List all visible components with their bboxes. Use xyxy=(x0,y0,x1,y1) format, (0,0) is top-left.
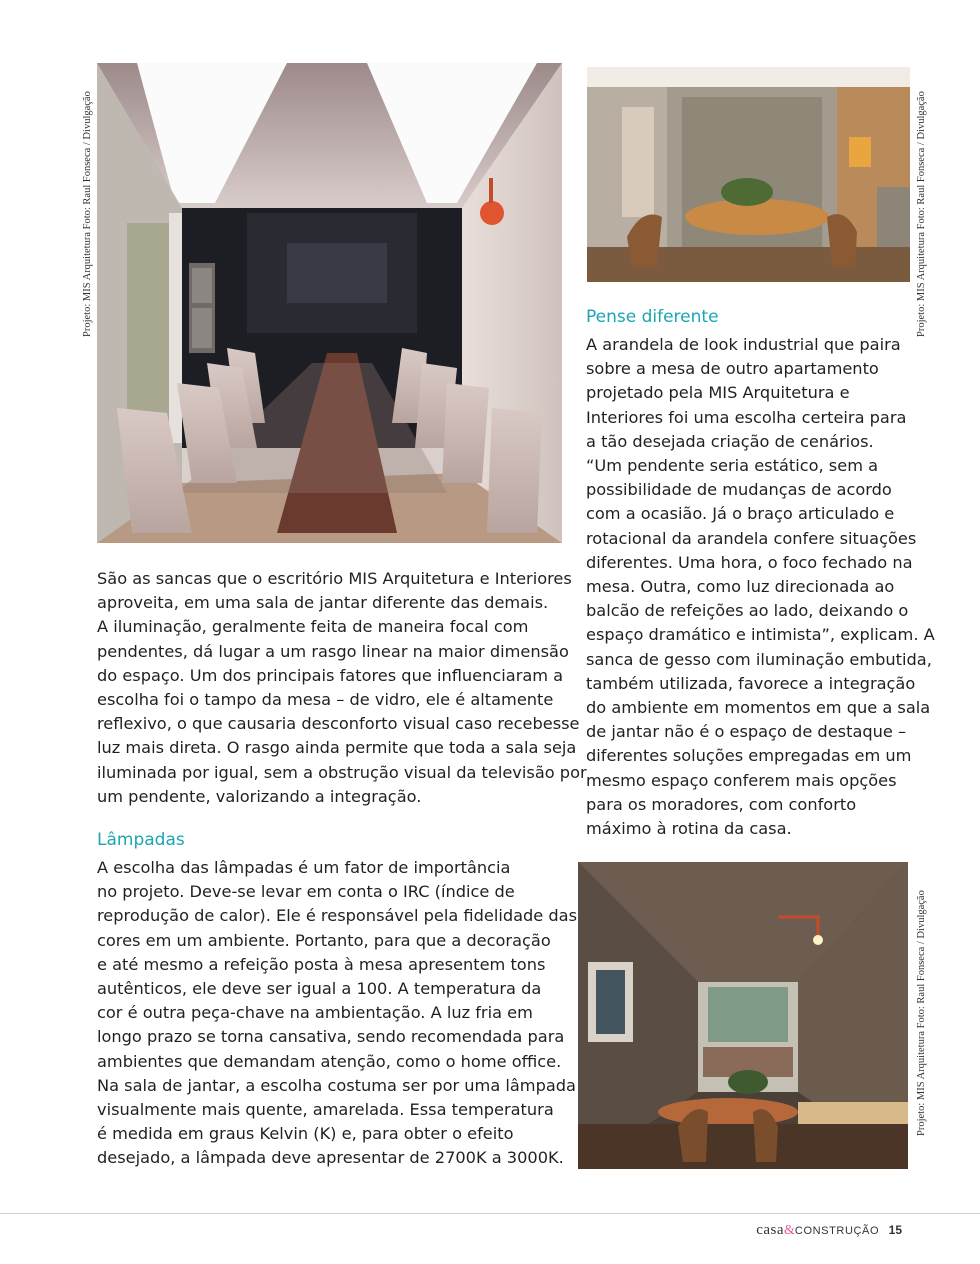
text-line: A escolha das lâmpadas é um fator de importância xyxy=(97,858,511,877)
text-line: Na sala de jantar, a escolha costuma ser por uma lâmpada xyxy=(97,1075,576,1095)
dining-room-photo-top-right xyxy=(587,67,910,282)
magazine-brand-ampersand: & xyxy=(784,1223,795,1238)
text-line: reprodução de calor). Ele é responsável pela fidelidade das xyxy=(97,906,578,926)
text-line: máximo à rotina da casa. xyxy=(586,819,792,839)
text-line: para os moradores, com conforto xyxy=(586,794,857,814)
photo-credit-bottom-right: Projeto: MIS Arquitetura Foto: Raul Fonseca / Divulgação xyxy=(916,890,927,1136)
lampadas-paragraph xyxy=(97,856,577,1171)
section-heading-pense-diferente: Pense diferente xyxy=(586,307,719,327)
text-line: sanca de gesso com iluminação embutida, xyxy=(586,649,932,669)
text-line: rotacional da arandela confere situações xyxy=(586,528,917,548)
page-footer xyxy=(756,1222,902,1239)
text-line: longo prazo se torna cansativa, sendo recomendada para xyxy=(97,1027,565,1047)
text-line: um pendente, valorizando a integração. xyxy=(97,786,422,806)
text-line: São as sancas que o escritório MIS Arquitetura e Interiores xyxy=(97,569,572,588)
photo-credit-top-right: Projeto: MIS Arquitetura Foto: Raul Fonseca / Divulgação xyxy=(916,91,927,337)
text-line: reflexivo, o que causaria desconforto visual caso recebesse xyxy=(97,714,580,734)
text-line: diferentes. Uma hora, o foco fechado na xyxy=(586,552,913,572)
text-line: a tão desejada criação de cenários. xyxy=(586,431,874,451)
text-line: de jantar não é o espaço de destaque – xyxy=(586,722,907,742)
text-line: no projeto. Deve-se levar em conta o IRC (índice de xyxy=(97,882,515,902)
text-line: “Um pendente seria estático, sem a xyxy=(586,456,879,476)
footer-divider xyxy=(0,1213,980,1214)
text-line: ambientes que demandam atenção, como o home office. xyxy=(97,1051,562,1071)
text-line: A arandela de look industrial que paira xyxy=(586,335,901,354)
text-line: e até mesmo a refeição posta à mesa apresentem tons xyxy=(97,954,546,974)
text-line: também utilizada, favorece a integração xyxy=(586,673,916,693)
photo-credit-main: Projeto: MIS Arquitetura Foto: Raul Fonseca / Divulgação xyxy=(82,91,93,337)
intro-paragraph xyxy=(97,567,587,809)
magazine-brand-suffix: CONSTRUÇÃO xyxy=(794,1225,880,1237)
text-line: aproveita, em uma sala de jantar diferente das demais. xyxy=(97,593,549,613)
magazine-brand: casa xyxy=(756,1222,785,1238)
text-line: autênticos, ele deve ser igual a 100. A temperatura da xyxy=(97,979,542,999)
text-line: balcão de refeições ao lado, deixando o xyxy=(586,601,909,621)
text-line: iluminada por igual, sem a obstrução visual da televisão por xyxy=(97,762,587,782)
text-line: mesmo espaço conferem mais opções xyxy=(586,770,897,790)
section-heading-lampadas: Lâmpadas xyxy=(97,830,185,850)
text-line: luz mais direta. O rasgo ainda permite que toda a sala seja xyxy=(97,738,577,758)
text-line: mesa. Outra, como luz direcionada ao xyxy=(586,577,895,597)
page-number: 15 xyxy=(888,1223,902,1237)
text-line: diferentes soluções empregadas em um xyxy=(586,746,912,766)
text-line: projetado pela MIS Arquitetura e xyxy=(586,383,850,403)
pense-diferente-paragraph xyxy=(586,333,935,841)
text-line: do espaço. Um dos principais fatores que influenciaram a xyxy=(97,665,564,685)
text-line: visualmente mais quente, amarelada. Essa temperatura xyxy=(97,1100,554,1120)
text-line: espaço dramático e intimista”, explicam. A xyxy=(586,625,935,645)
text-line: sobre a mesa de outro apartamento xyxy=(586,359,879,379)
text-line: cor é outra peça-chave na ambientação. A luz fria em xyxy=(97,1003,533,1023)
text-line: Interiores foi uma escolha certeira para xyxy=(586,407,907,427)
text-line: possibilidade de mudanças de acordo xyxy=(586,480,892,500)
dining-room-photo-main xyxy=(97,63,562,543)
text-line: do ambiente em momentos em que a sala xyxy=(586,698,931,718)
text-line: é medida em graus Kelvin (K) e, para obter o efeito xyxy=(97,1124,514,1144)
text-line: A iluminação, geralmente feita de maneira focal com xyxy=(97,617,529,637)
dining-room-photo-bottom-right xyxy=(578,862,908,1169)
text-line: pendentes, dá lugar a um rasgo linear na maior dimensão xyxy=(97,641,569,661)
text-line: cores em um ambiente. Portanto, para que a decoração xyxy=(97,930,551,950)
text-line: escolha foi o tampo da mesa – de vidro, ele é altamente xyxy=(97,690,554,710)
text-line: desejado, a lâmpada deve apresentar de 2700K a 3000K. xyxy=(97,1148,564,1168)
text-line: com a ocasião. Já o braço articulado e xyxy=(586,504,895,524)
